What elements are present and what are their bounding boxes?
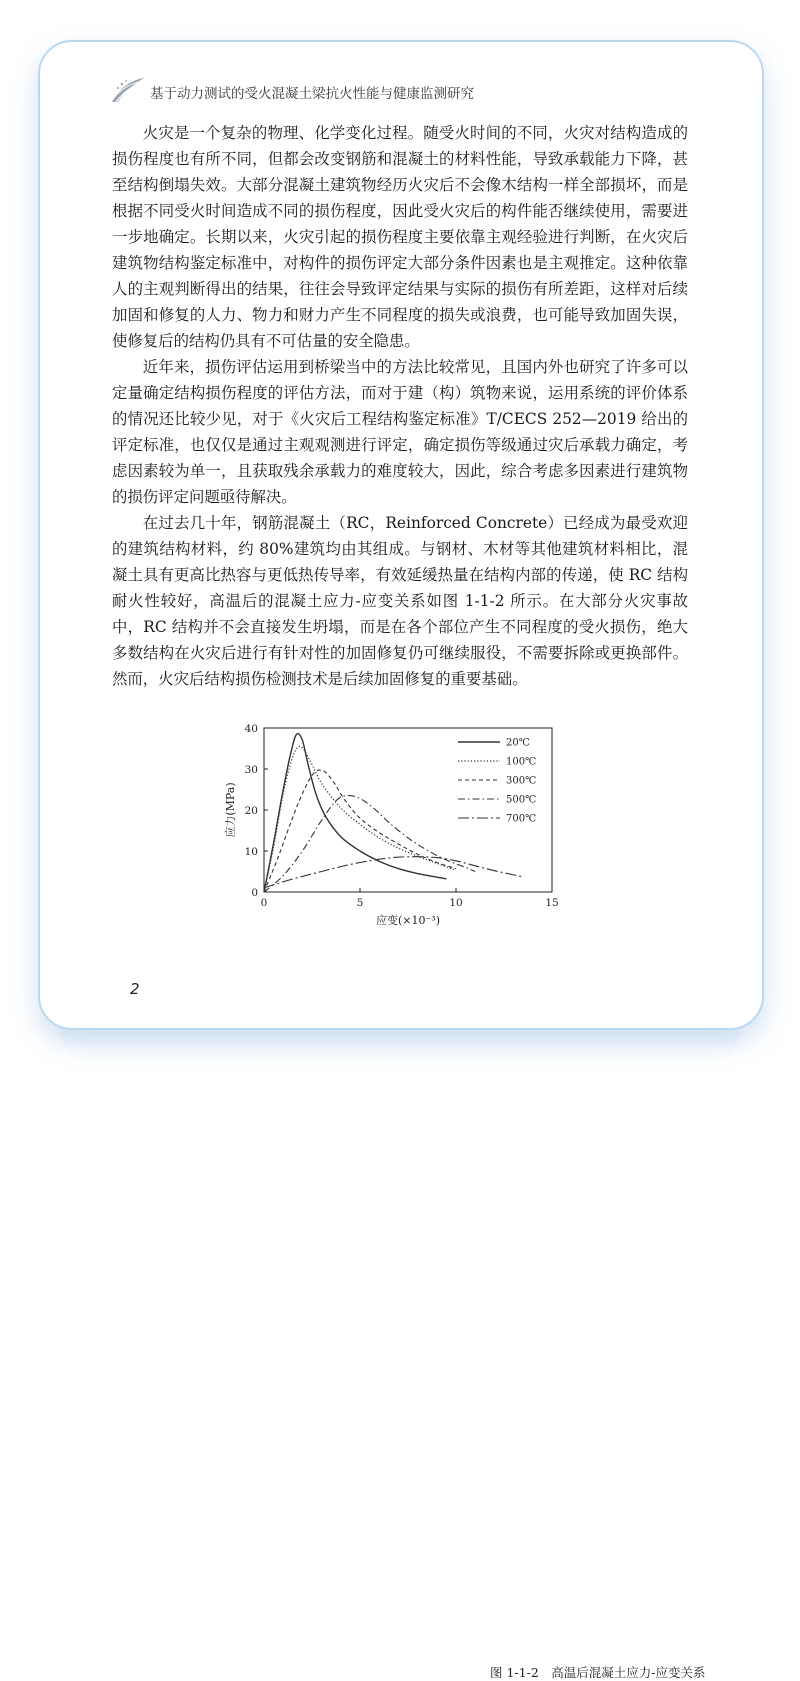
page-number: 2: [130, 980, 140, 998]
paragraph-1: 火灾是一个复杂的物理、化学变化过程。随受火时间的不同，火灾对结构造成的损伤程度也有所不同，但都会改变钢筋和混凝土的材料性能，导致承载能力下降，甚至结构倒塌失效。大部分混凝土建筑物经历火灾后不会像木结构一样全部损坏，而是根据不同受火时间造成不同的损伤程度，因此受火灾后的构件能否继续使用，需要进一步地确定。长期以来，火灾引起的损伤程度主要依靠主观经验进行判断，在火灾后建筑物结构鉴定标准中，对构件的损伤评定大部分条件因素也是主观推定。这种依靠人的主观判断得出的结果，往往会导致评定结果与实际的损伤有所差距，这样对后续加固和修复的人力、物力和财力产生不同程度的损失或浪费，也可能导致加固失误，使修复后的结构仍具有不可估量的安全隐患。: [112, 124, 688, 350]
legend-label-5: 700℃: [506, 813, 537, 825]
paragraph-2: 近年来，损伤评估运用到桥梁当中的方法比较常见，且国内外也研究了许多可以定量确定结构损伤程度的评估方法，而对于建（构）筑物来说，运用系统的评价体系的情况还比较少见，对于《火灾后工程结构鉴定标准》T/CECS 252—2019 给出的评定标准，也仅仅是通过主观观测进行评定，确定损伤等级通过灾后承载力确定，考虑因素较为单一，且获取残余承载力的难度较大，因此，综合考虑多因素进行建筑物的损伤评定问题亟待解决。: [112, 358, 688, 506]
stress-strain-figure: [212, 720, 706, 1680]
x-tick-label: 15: [545, 897, 559, 909]
legend-label-2: 100℃: [506, 756, 537, 768]
y-tick-label: 40: [244, 723, 258, 735]
chart-legend: [458, 738, 536, 825]
series-line-5: [264, 857, 521, 888]
chart-curves: [264, 734, 521, 892]
stress-strain-chart: [212, 720, 582, 940]
plot-frame: [264, 728, 552, 892]
x-tick-label: 10: [449, 897, 463, 909]
y-tick-label: 20: [244, 805, 258, 817]
paragraph-3: 在过去几十年，钢筋混凝土（RC，Reinforced Concrete）已经成为最受欢迎的建筑结构材料，约 80%建筑均由其组成。与钢材、木材等其他建筑材料相比，混凝土具有更高比热容与更低热传导率，有效延缓热量在结构内部的传递，使 RC 结构耐火性较好，高温后的混凝土应力-应变关系如图 1-1-2 所示。在大部分火灾事故中，RC 结构并不会直接发生坍塌，而是在各个部位产生不同程度的受火损伤，绝大多数结构在火灾后进行有针对性的加固修复仍可继续服役，不需要拆除或更换部件。然而，火灾后结构损伤检测技术是后续加固修复的重要基础。: [112, 514, 688, 688]
legend-label-3: 300℃: [506, 775, 537, 787]
x-axis-label: 应变(×10⁻³): [375, 914, 441, 927]
feather-swoosh-logo: [110, 76, 146, 104]
running-header: [110, 76, 670, 104]
figure-caption: 图 1-1-2 高温后混凝土应力-应变关系: [490, 1665, 706, 1680]
legend-label-4: 500℃: [506, 794, 537, 806]
x-tick-label: 5: [356, 897, 364, 909]
header-title: 基于动力测试的受火混凝土梁抗火性能与健康监测研究: [150, 86, 474, 102]
y-axis-label: 应力(MPa): [224, 782, 237, 838]
body-text: [112, 120, 688, 692]
y-tick-label: 10: [244, 846, 258, 858]
y-tick-label: 0: [251, 887, 258, 899]
chart-axes: [223, 723, 559, 927]
series-line-3: [264, 770, 456, 892]
legend-label-1: 20℃: [506, 737, 530, 749]
x-tick-label: 0: [260, 897, 268, 909]
series-line-2: [264, 746, 456, 892]
y-tick-label: 30: [244, 764, 258, 776]
